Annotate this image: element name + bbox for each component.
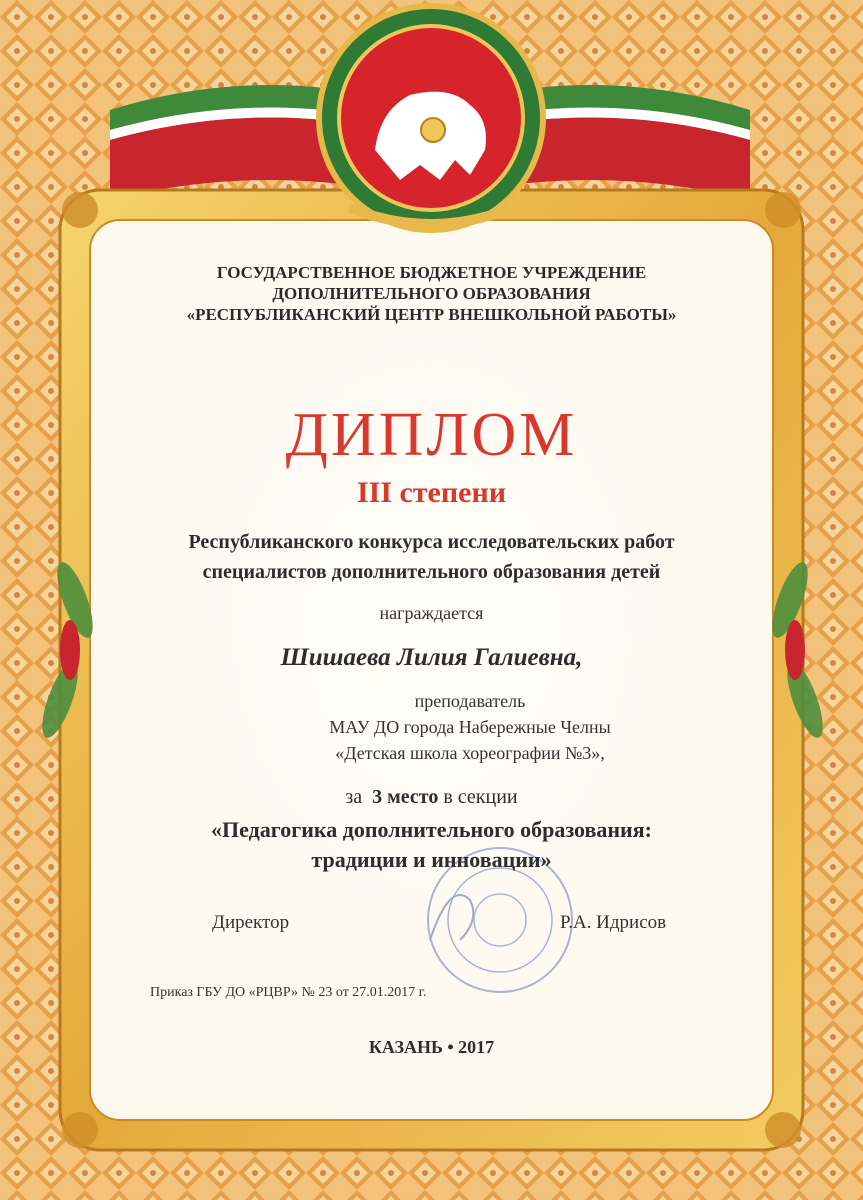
signature-role: Директор xyxy=(212,912,290,933)
section-line-2: традиции и инновации» xyxy=(311,847,552,872)
org-line-3: «РЕСПУБЛИКАНСКИЙ ЦЕНТР ВНЕШКОЛЬНОЙ РАБОТЫ» xyxy=(186,305,677,324)
contest-line-2: специалистов дополнительного образования детей xyxy=(202,561,661,583)
order-reference: Приказ ГБУ ДО «РЦВР» № 23 от 27.01.2017 г. xyxy=(150,985,427,1000)
section-line-1: «Педагогика дополнительного образования: xyxy=(211,817,652,842)
contest-line-1: Республиканского конкурса исследовательских работ xyxy=(188,531,675,553)
city-year: КАЗАНЬ • 2017 xyxy=(368,1037,495,1057)
diploma-title: ДИПЛОМ xyxy=(285,401,578,469)
diploma-degree: III степени xyxy=(356,476,507,509)
place-value: 3 место xyxy=(372,786,439,808)
recipient-position: преподаватель xyxy=(414,691,526,711)
contest-name xyxy=(0,527,863,587)
awarded-label: награждается xyxy=(379,603,484,623)
recipient-details xyxy=(260,688,680,766)
section-name xyxy=(90,815,773,875)
tatarstan-emblem xyxy=(319,6,543,230)
place-suffix: в секции xyxy=(443,786,518,808)
institution-line-2: «Детская школа хореографии №3», xyxy=(335,743,605,763)
recipient-name: Шишаева Лилия Галиевна, xyxy=(280,644,583,671)
org-line-2: ДОПОЛНИТЕЛЬНОГО ОБРАЗОВАНИЯ xyxy=(272,284,591,303)
institution-line-1: МАУ ДО города Набережные Челны xyxy=(329,717,611,737)
signature-name: Р.А. Идрисов xyxy=(560,912,667,933)
place-prefix: за xyxy=(345,786,363,808)
org-line-1: ГОСУДАРСТВЕННОЕ БЮДЖЕТНОЕ УЧРЕЖДЕНИЕ xyxy=(216,263,647,282)
organization-name xyxy=(0,262,863,325)
place-line xyxy=(0,786,863,809)
